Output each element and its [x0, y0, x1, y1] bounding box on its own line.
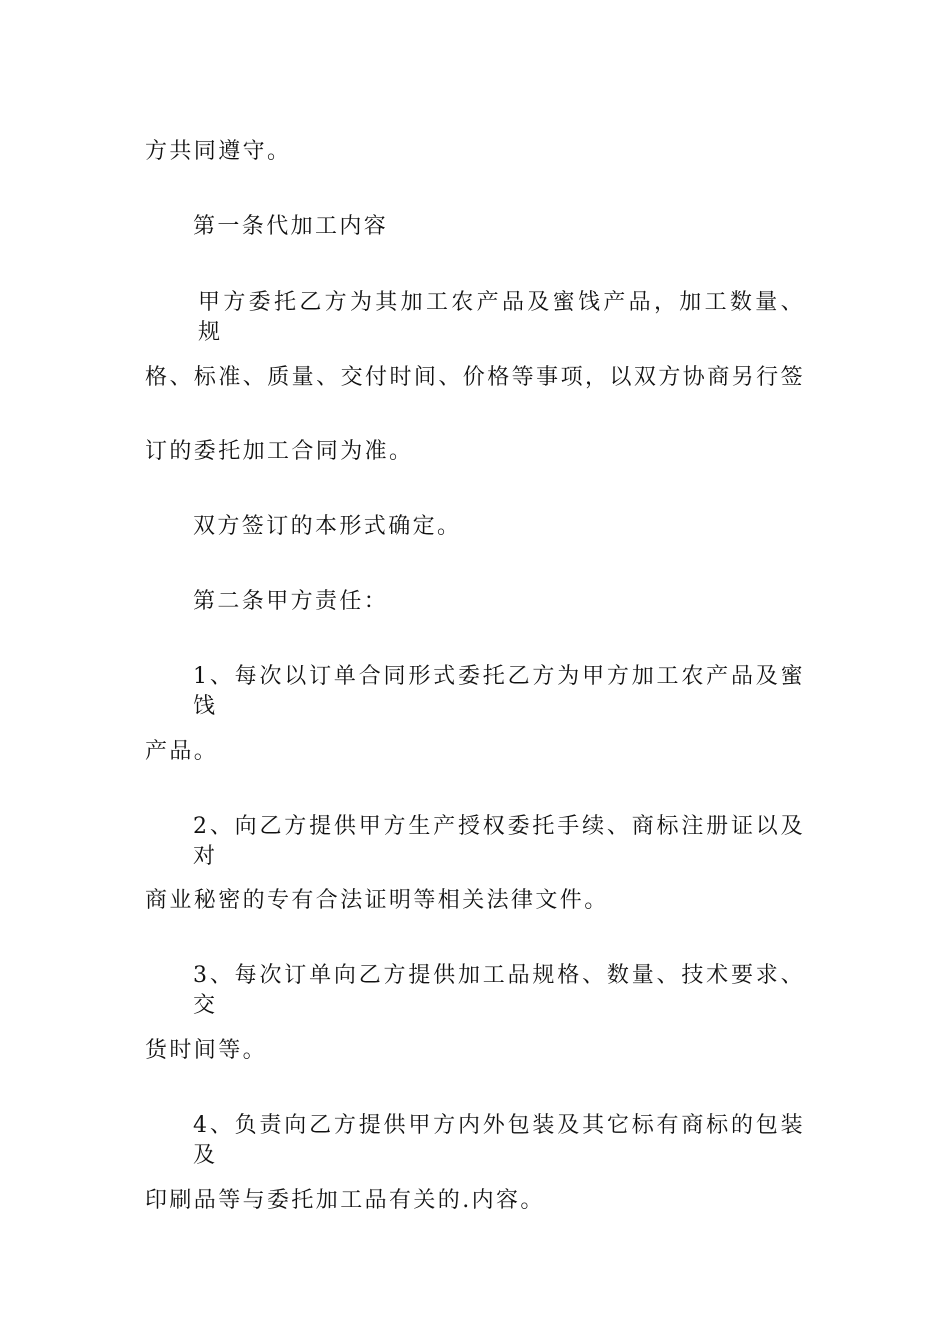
- article-1-body-line-1: 甲方委托乙方为其加工农产品及蜜饯产品，加工数量、规: [198, 290, 805, 345]
- article-2-heading: 第二条甲方责任：: [193, 589, 389, 614]
- item-2-line-2: 商业秘密的专有合法证明等相关法律文件。: [145, 888, 609, 913]
- paragraph-continuation-line: 方共同遵守。: [145, 139, 292, 164]
- article-1-body-line-3: 订的委托加工合同为准。: [145, 439, 414, 464]
- item-3-line-1: 3、每次订单向乙方提供加工品规格、数量、技术要求、交: [193, 963, 805, 1018]
- item-3-line-2: 货时间等。: [145, 1038, 268, 1063]
- form-confirmation-line: 双方签订的本形式确定。: [193, 514, 462, 539]
- item-4-line-2: 印刷品等与委托加工品有关的.内容。: [145, 1188, 545, 1213]
- article-1-heading: 第一条代加工内容: [193, 214, 389, 239]
- item-1-line-2: 产品。: [145, 739, 219, 764]
- item-4-line-1: 4、负责向乙方提供甲方内外包装及其它标有商标的包装及: [193, 1113, 805, 1168]
- item-2-line-1: 2、向乙方提供甲方生产授权委托手续、商标注册证以及对: [193, 814, 805, 869]
- article-1-body-line-2: 格、标准、质量、交付时间、价格等事项，以双方协商另行签: [145, 365, 805, 390]
- item-1-line-1: 1、每次以订单合同形式委托乙方为甲方加工农产品及蜜饯: [193, 664, 805, 719]
